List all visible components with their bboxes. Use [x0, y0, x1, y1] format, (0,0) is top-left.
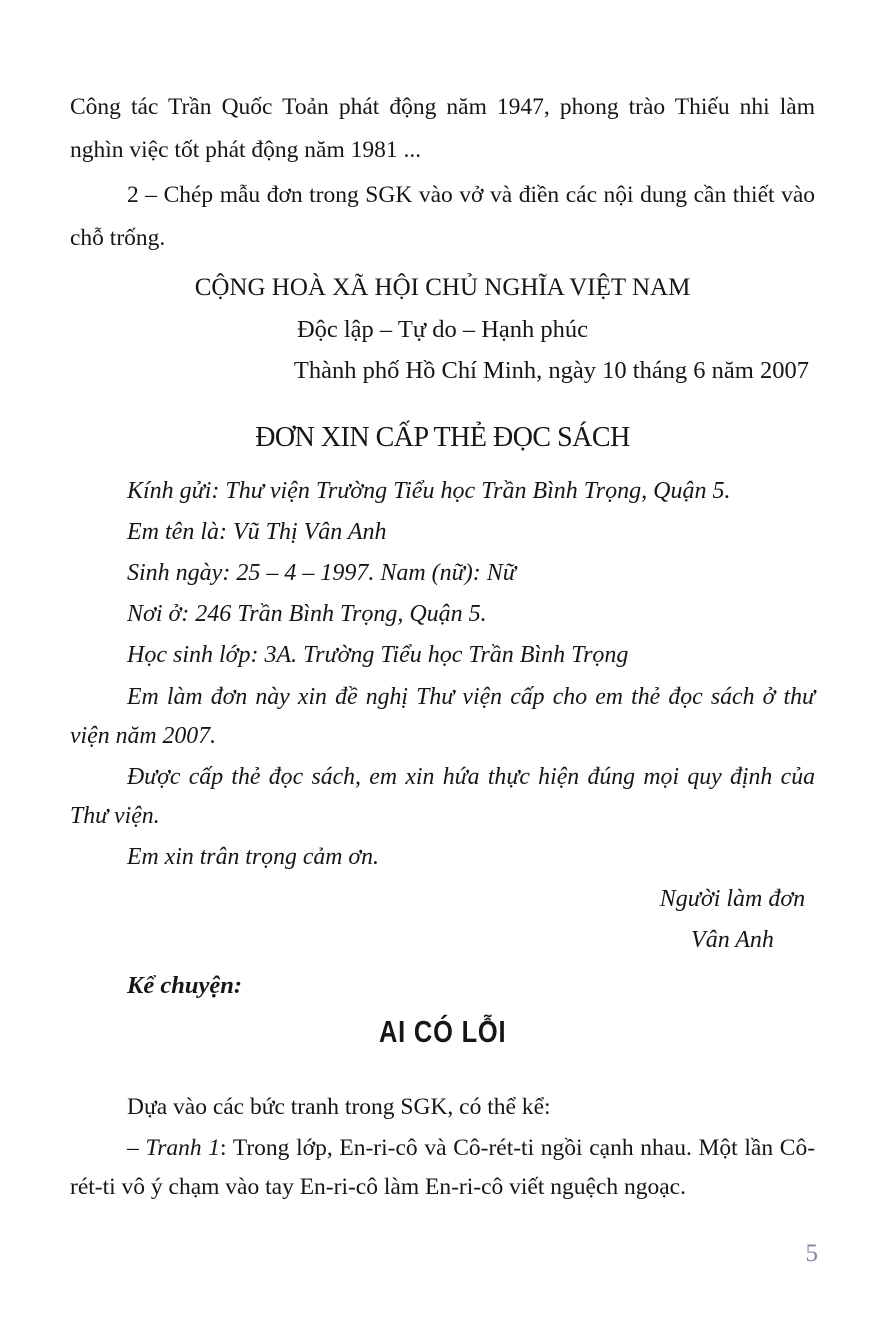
form-title: ĐƠN XIN CẤP THẺ ĐỌC SÁCH	[255, 422, 630, 453]
form-date-line: Thành phố Hồ Chí Minh, ngày 10 tháng 6 năm 2007	[293, 357, 809, 384]
intro-paragraph-exercise-2: 2 – Chép mẫu đơn trong SGK vào vở và điền các nội dung cần thiết vào chỗ trống.	[70, 182, 815, 251]
form-fields	[70, 471, 815, 676]
form-motto: Độc lập – Tự do – Hạnh phúc	[296, 316, 589, 343]
form-line-name: Em tên là: Vũ Thị Vân Anh	[127, 519, 387, 545]
form-line-class: Học sinh lớp: 3A. Trường Tiểu học Trần Bình Trọng	[127, 642, 629, 668]
form-line-birthdate: Sinh ngày: 25 – 4 – 1997. Nam (nữ): Nữ	[127, 560, 516, 586]
form-line-recipient: Kính gửi: Thư viện Trường Tiểu học Trần Bình Trọng, Quận 5.	[127, 478, 731, 504]
form-request-paragraph: Em làm đơn này xin đề nghị Thư viện cấp cho em thẻ đọc sách ở thư viện năm 2007.	[70, 684, 815, 749]
story-title	[70, 1009, 815, 1054]
signature-role: Người làm đơn	[659, 886, 806, 912]
story-item-text: : Trong lớp, En-ri-cô và Cô-rét-ti ngồi cạnh nhau. Một lần Cô-rét-ti vô ý chạm vào tay En-ri-cô làm En-ri-cô viết nguệch ngoạc.	[70, 1135, 816, 1200]
signature-name: Vân Anh	[691, 927, 774, 953]
form-line-address: Nơi ở: 246 Trần Bình Trọng, Quận 5.	[127, 601, 487, 627]
story-item-label: Tranh 1	[145, 1135, 221, 1161]
form-thanks-line: Em xin trân trọng cảm ơn.	[127, 844, 379, 870]
page-number: 5	[805, 1240, 818, 1267]
form-promise-paragraph: Được cấp thẻ đọc sách, em xin hứa thực hiện đúng mọi quy định của Thư viện.	[70, 764, 815, 829]
story-item-tranh-1	[70, 1129, 815, 1207]
story-title-text: AI CÓ LỖI	[378, 1014, 507, 1049]
signature-block	[650, 879, 815, 961]
form-national-header: CỘNG HOÀ XÃ HỘI CHỦ NGHĨA VIỆT NAM	[194, 274, 691, 301]
story-section-label: Kể chuyện:	[127, 972, 242, 999]
intro-paragraph-continuation: Công tác Trần Quốc Toản phát động năm 1947, phong trào Thiếu nhi làm nghìn việc tốt phát động năm 1981 ...	[70, 94, 815, 163]
story-intro-line: Dựa vào các bức tranh trong SGK, có thể kể:	[127, 1094, 551, 1120]
story-item-dash: –	[127, 1135, 146, 1161]
